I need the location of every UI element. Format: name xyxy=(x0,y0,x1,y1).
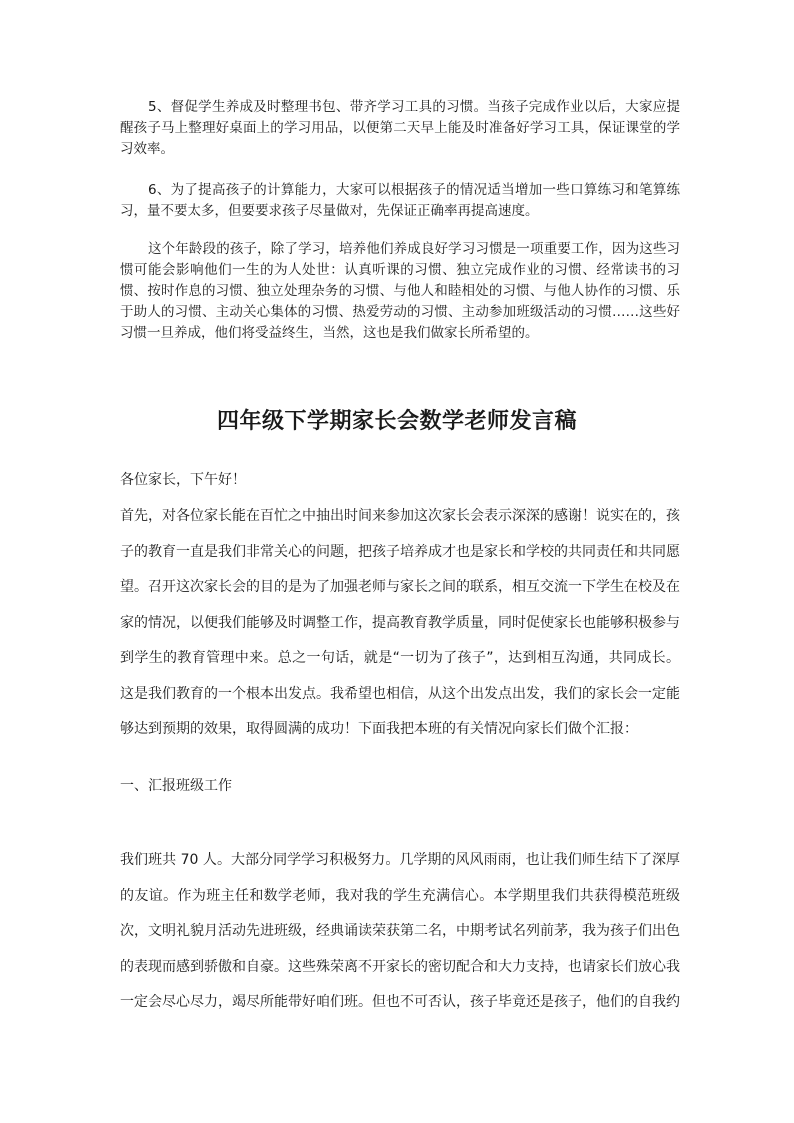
paragraph-item-6: 6、为了提高孩子的计算能力，大家可以根据孩子的情况适当增加一些口算练习和笔算练习，量不要太多，但要要求孩子尽量做对，先保证正确率再提高速度。 xyxy=(120,182,680,219)
paragraph-item-5: 5、督促学生养成及时整理书包、带齐学习工具的习惯。当孩子完成作业以后，大家应提醒孩子马上整理好桌面上的学习用品，以便第二天早上能及时准备好学习工具，保证课堂的学习效率。 xyxy=(120,99,680,157)
speech-paragraph-class-report: 我们班共 70 人。大部分同学学习积极努力。几学期的风风雨雨，也让我们师生结下了深厚的友谊。作为班主任和数学老师，我对我的学生充满信心。本学期里我们共获得模范班级次，文明礼貌月活动先进班级，经典诵读荣获第二名，中期考试名列前茅，我为孩子们出色的表现而感到骄傲和自豪。这些殊荣离不开家长的密切配合和大力支持，也请家长们放心我一定会尽心尽力，竭尽所能带好咱们班。但也不可否认，孩子毕竟还是孩子，他们的自我约 xyxy=(120,852,680,1010)
greeting: 各位家长，下午好！ xyxy=(120,472,246,488)
section-heading: 一、汇报班级工作 xyxy=(120,778,232,794)
speech-paragraph-intro: 首先，对各位家长能在百忙之中抽出时间来参加这次家长会表示深深的感谢！说实在的，孩子的教育一直是我们非常关心的问题，把孩子培养成才也是家长和学校的共同责任和共同愿望。召开这次家长会的目的是为了加强老师与家长之间的联系，相互交流一下学生在校及在家的情况，以便我们能够及时调整工作，提高教育教学质量，同时促使家长也能够积极参与到学生的教育管理中来。总之一句话，就是“一切为了孩子”，达到相互沟通，共同成长。这是我们教育的一个根本出发点。我希望也相信，从这个出发点出发，我们的家长会一定能够达到预期的效果，取得圆满的成功！下面我把本班的有关情况向家长们做个汇报： xyxy=(120,508,680,737)
speech-title: 四年级下学期家长会数学老师发言稿 xyxy=(216,408,577,434)
paragraph-habits: 这个年龄段的孩子，除了学习，培养他们养成良好学习习惯是一项重要工作，因为这些习惯可能会影响他们一生的为人处世：认真听课的习惯、独立完成作业的习惯、经常读书的习惯、按时作息的习惯、独立处理杂务的习惯、与他人和睦相处的习惯、与他人协作的习惯、乐于助人的习惯、主动关心集体的习惯、热爱劳动的习惯、主动参加班级活动的习惯……这些好习惯一旦养成，他们将受益终生，当然，这也是我们做家长所希望的。 xyxy=(120,241,680,341)
